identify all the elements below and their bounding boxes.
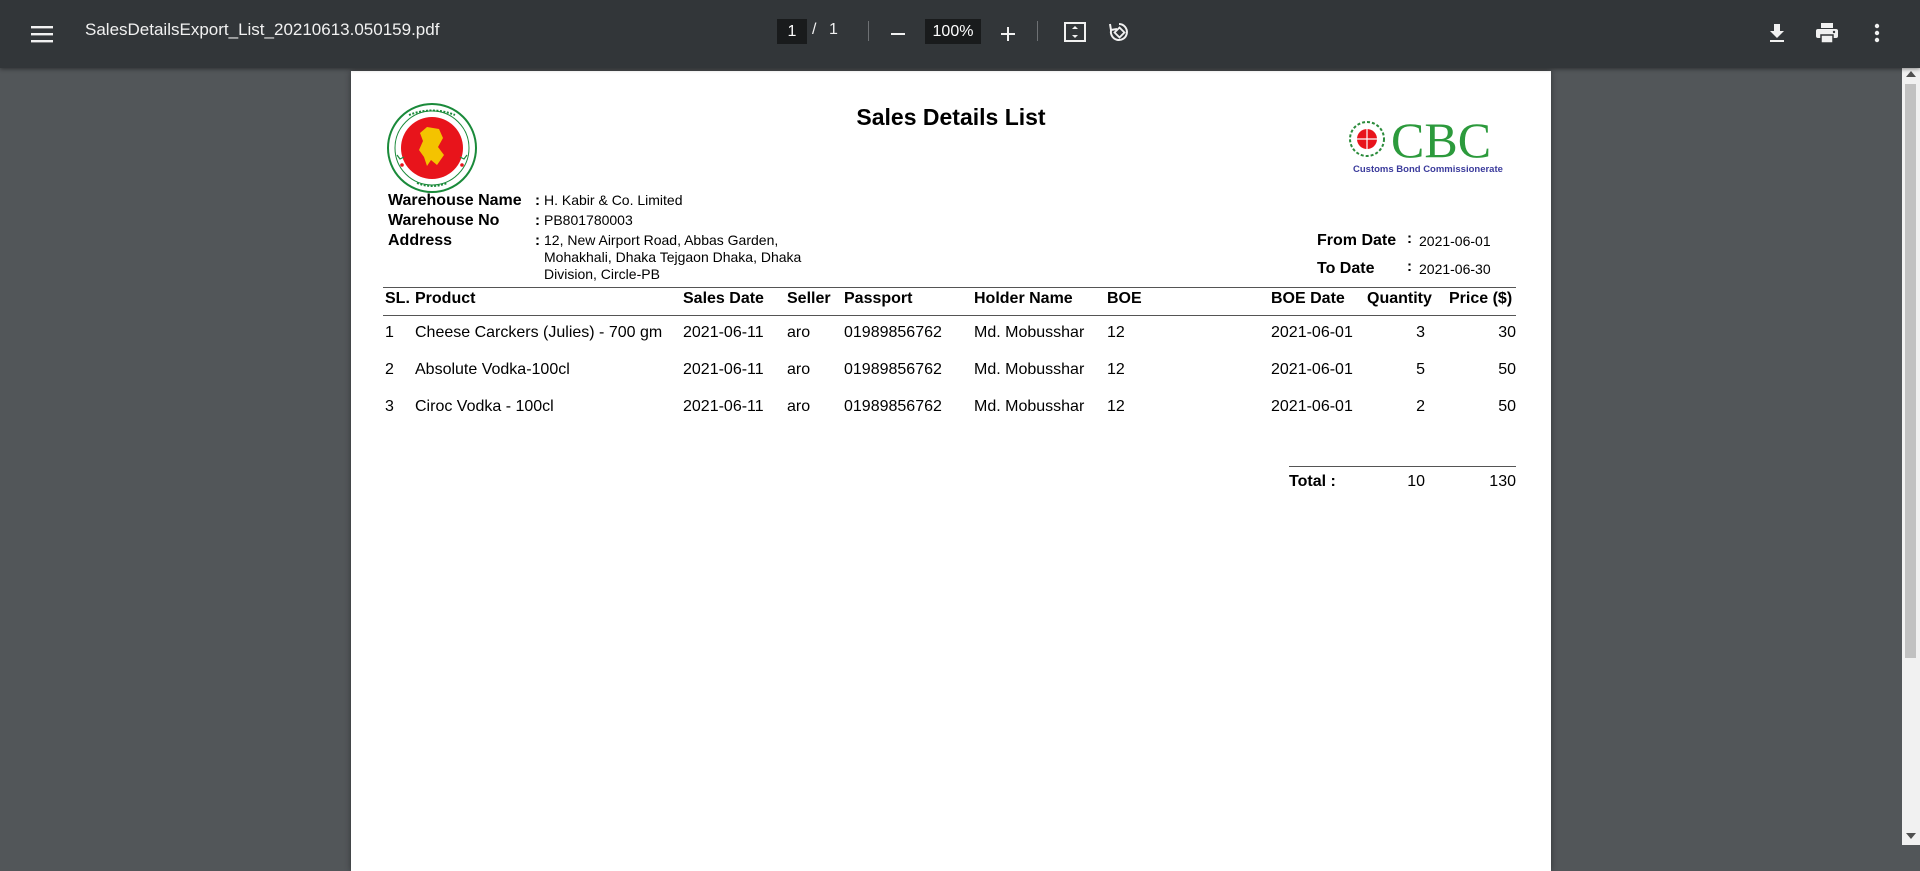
zoom-in-icon[interactable] bbox=[992, 20, 1024, 48]
column-header-boe: BOE bbox=[1107, 290, 1142, 307]
total-pages: 1 bbox=[829, 21, 838, 38]
to-date-label: To Date bbox=[1317, 260, 1375, 277]
cell-boe-date: 2021-06-01 bbox=[1271, 324, 1353, 341]
cell-boe-date: 2021-06-01 bbox=[1271, 361, 1353, 378]
total-price: 130 bbox=[1489, 473, 1516, 490]
colon: : bbox=[535, 232, 540, 249]
total-rule bbox=[1289, 466, 1516, 467]
cell-passport: 01989856762 bbox=[844, 398, 942, 415]
cell-boe: 12 bbox=[1107, 398, 1125, 415]
cell-boe: 12 bbox=[1107, 324, 1125, 341]
warehouse-name-value: H. Kabir & Co. Limited bbox=[544, 192, 683, 208]
rotate-icon[interactable] bbox=[1104, 17, 1134, 47]
cell-boe-date: 2021-06-01 bbox=[1271, 398, 1353, 415]
to-date-value: 2021-06-30 bbox=[1419, 261, 1491, 277]
column-header-product: Product bbox=[415, 290, 476, 307]
colon: : bbox=[535, 192, 540, 209]
colon: : bbox=[1407, 258, 1412, 275]
document-filename: SalesDetailsExport_List_20210613.050159.pdf bbox=[85, 20, 440, 39]
cell-product: Absolute Vodka-100cl bbox=[415, 361, 570, 378]
cell-product: Cheese Carckers (Julies) - 700 gm bbox=[415, 324, 663, 341]
cell-holder-name: Md. Mobusshar bbox=[974, 361, 1085, 378]
cell-sl: 2 bbox=[385, 361, 394, 378]
from-date-label: From Date bbox=[1317, 232, 1397, 249]
cell-sl: 3 bbox=[385, 398, 394, 415]
address-value bbox=[544, 232, 844, 283]
cell-quantity: 2 bbox=[1416, 398, 1425, 415]
cell-price: 50 bbox=[1498, 398, 1516, 415]
cell-product: Ciroc Vodka - 100cl bbox=[415, 398, 554, 415]
cbc-logo bbox=[1345, 113, 1505, 180]
pdf-page bbox=[351, 71, 1551, 871]
column-header-sales-date: Sales Date bbox=[683, 290, 764, 307]
from-date-value: 2021-06-01 bbox=[1419, 233, 1491, 249]
warehouse-name-label: Warehouse Name bbox=[388, 192, 522, 209]
cell-sales-date: 2021-06-11 bbox=[683, 361, 764, 378]
cell-price: 30 bbox=[1498, 324, 1516, 341]
print-icon[interactable] bbox=[1812, 18, 1842, 48]
scrollbar-thumb[interactable] bbox=[1905, 84, 1916, 658]
column-header-quantity: Quantity bbox=[1367, 290, 1432, 307]
page-number-input[interactable] bbox=[777, 19, 807, 44]
column-header-sl: SL. bbox=[385, 290, 410, 307]
column-header-price: Price ($) bbox=[1449, 290, 1513, 307]
table-top-rule bbox=[383, 287, 1516, 288]
cell-seller: aro bbox=[787, 324, 811, 341]
cell-boe: 12 bbox=[1107, 361, 1125, 378]
toolbar-divider bbox=[868, 21, 869, 41]
warehouse-no-value: PB801780003 bbox=[544, 212, 633, 228]
pdf-viewer-toolbar bbox=[0, 0, 1920, 68]
column-header-seller: Seller bbox=[787, 290, 831, 307]
total-label: Total : bbox=[1289, 473, 1336, 490]
cell-seller: aro bbox=[787, 398, 811, 415]
cbc-logo-text: CBC bbox=[1391, 113, 1492, 168]
warehouse-no-label: Warehouse No bbox=[388, 212, 500, 229]
total-quantity: 10 bbox=[1407, 473, 1425, 490]
cell-quantity: 3 bbox=[1416, 324, 1425, 341]
scroll-down-arrow-icon[interactable] bbox=[1906, 833, 1916, 839]
address-label: Address bbox=[388, 232, 453, 249]
address-line: Division, Circle-PB bbox=[544, 266, 660, 282]
cell-passport: 01989856762 bbox=[844, 361, 942, 378]
cell-holder-name: Md. Mobusshar bbox=[974, 324, 1085, 341]
address-line: Mohakhali, Dhaka Tejgaon Dhaka, Dhaka bbox=[544, 249, 802, 265]
colon: : bbox=[1407, 230, 1412, 247]
cell-quantity: 5 bbox=[1416, 361, 1425, 378]
table-header-rule bbox=[383, 315, 1516, 316]
cell-passport: 01989856762 bbox=[844, 324, 942, 341]
cell-sales-date: 2021-06-11 bbox=[683, 324, 764, 341]
cbc-logo-subtext: Customs Bond Commissionerate bbox=[1353, 164, 1503, 175]
zoom-level-input[interactable] bbox=[925, 19, 981, 44]
cell-sales-date: 2021-06-11 bbox=[683, 398, 764, 415]
cell-price: 50 bbox=[1498, 361, 1516, 378]
scroll-up-arrow-icon[interactable] bbox=[1906, 71, 1916, 77]
toolbar-divider bbox=[1037, 21, 1038, 41]
column-header-boe-date: BOE Date bbox=[1271, 290, 1345, 307]
download-icon[interactable] bbox=[1762, 18, 1792, 48]
cell-seller: aro bbox=[787, 361, 811, 378]
page-separator: / bbox=[812, 21, 817, 38]
document-title: Sales Details List bbox=[856, 104, 1046, 130]
cell-holder-name: Md. Mobusshar bbox=[974, 398, 1085, 415]
more-options-icon[interactable] bbox=[1862, 18, 1892, 48]
address-line: 12, New Airport Road, Abbas Garden, bbox=[544, 232, 779, 248]
column-header-passport: Passport bbox=[844, 290, 913, 307]
menu-icon[interactable] bbox=[24, 18, 60, 50]
cell-sl: 1 bbox=[385, 324, 394, 341]
colon: : bbox=[535, 212, 540, 229]
zoom-out-icon[interactable] bbox=[882, 20, 914, 48]
fit-to-page-icon[interactable] bbox=[1060, 17, 1090, 47]
column-header-holder-name: Holder Name bbox=[974, 290, 1073, 307]
